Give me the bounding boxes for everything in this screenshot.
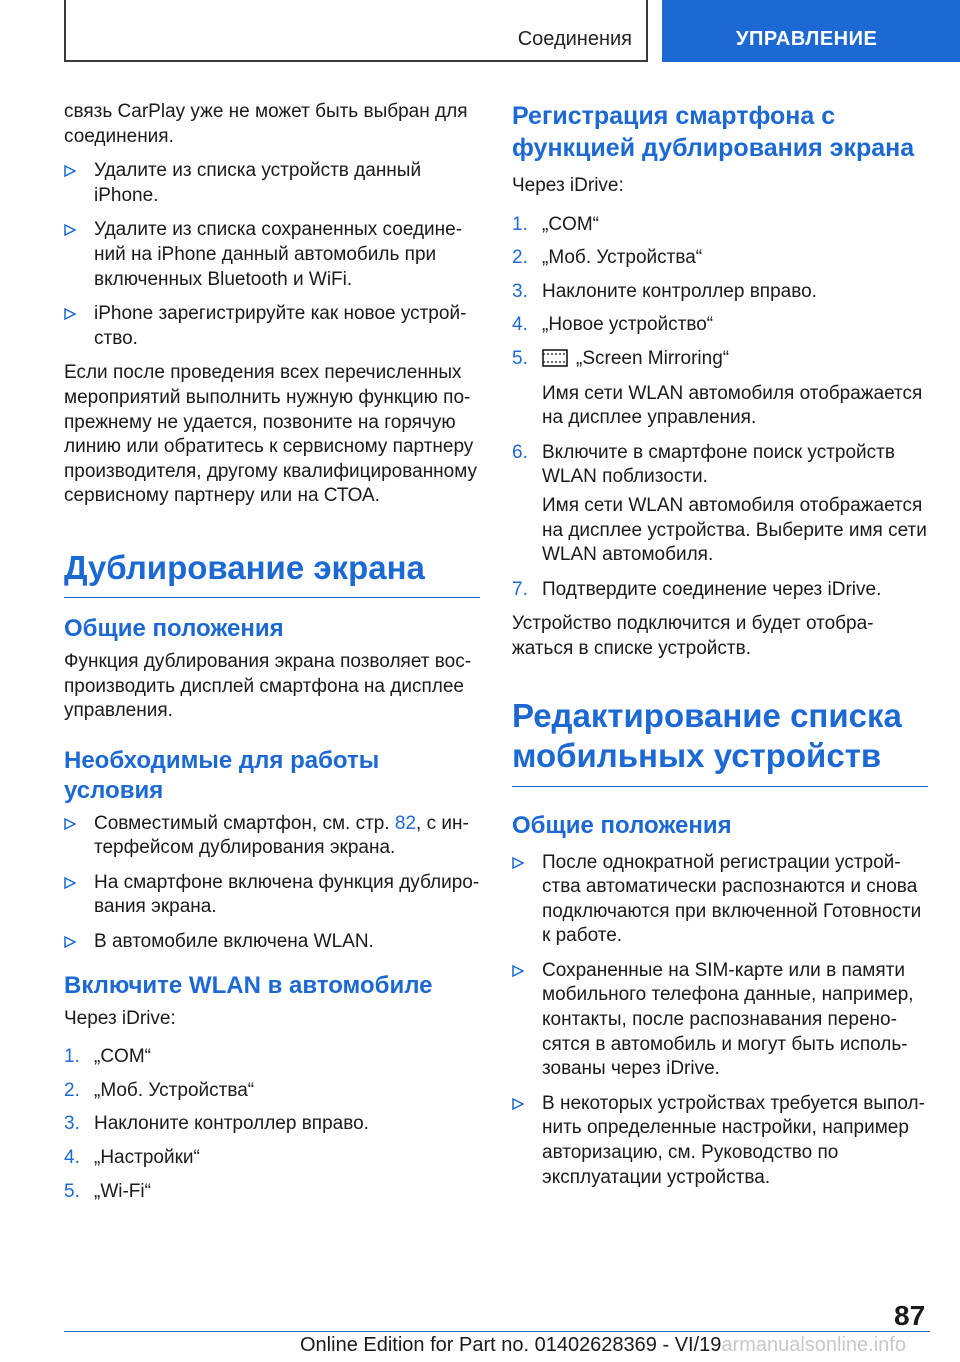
list-item: 1. „COM“	[512, 213, 599, 235]
wlan-steps-list	[64, 1045, 480, 1204]
subheading-wlan: Включите WLAN в автомобиле	[64, 971, 433, 999]
triangle-bullet-icon	[64, 936, 76, 948]
section-tab[interactable]	[64, 0, 648, 62]
list-item: Удалите из списка сохраненных соединений на iPhone данный автомобиль при включенных Bluetooth и WiFi.	[64, 218, 480, 292]
via-idrive-label: Через iDrive:	[64, 1007, 176, 1029]
edit-heading-block	[512, 696, 928, 787]
list-item: 4. „Настройки“	[64, 1147, 200, 1169]
list-item: В некоторых устройствах требуется выполнить определенные настройки, например авторизацию, см. Руководство по эксплуатации устройства.	[512, 1092, 928, 1190]
triangle-bullet-icon	[64, 308, 76, 320]
list-item: Сохраненные на SIM-карте или в памяти мобильного телефона данные, например, контакты, после распознавания переносятся в автомобиль и могут быть использованы через iDrive.	[512, 959, 928, 1082]
section-tab-label: Соединения	[517, 28, 632, 50]
list-item: 5. „Wi-Fi“	[64, 1180, 151, 1202]
register-steps-list-end	[512, 578, 928, 603]
triangle-bullet-icon	[64, 224, 76, 236]
list-item: После однократной регистрации устройства автоматически распознаются и снова подключаются при включенной Готовности к работе.	[512, 851, 928, 949]
triangle-bullet-icon	[64, 165, 76, 177]
list-item: В автомобиле включена WLAN.	[64, 930, 480, 955]
connect-paragraph: Устройство подключится и будет отображаться в списке устройств.	[512, 613, 874, 659]
via-idrive-label: Через iDrive:	[512, 175, 624, 196]
watermark-text: armanualsonline.info	[721, 1334, 906, 1356]
triangle-bullet-icon	[512, 1098, 524, 1110]
requirements-list	[64, 812, 480, 955]
register-steps-list-cont	[512, 441, 928, 490]
list-item: 2. „Моб. Устройства“	[64, 1079, 255, 1101]
active-chapter-tab[interactable]	[662, 0, 960, 62]
register-steps-list	[512, 213, 928, 372]
list-item: 3. Наклоните контроллер вправо.	[64, 1113, 369, 1135]
intro-paragraph: связь CarPlay уже не может быть выбран для соединения.	[64, 101, 468, 147]
step6-note: Имя сети WLAN автомобиля отображается на дисплее устройства. Выберите имя сети WLAN автомобиля.	[542, 494, 927, 566]
list-item: 4. „Новое устройство“	[512, 314, 714, 336]
section-heading-edit-list: Редактирование списка мобильных устройств	[512, 696, 902, 774]
list-item: Удалите из списка устройств данный iPhone.	[64, 159, 480, 208]
triangle-bullet-icon	[64, 818, 76, 830]
intro-bullet-list	[64, 159, 480, 351]
triangle-bullet-icon	[64, 877, 76, 889]
screen-mirroring-icon	[542, 349, 568, 367]
list-item: 6. Включите в смартфоне поиск устройств WLAN поблизости.	[512, 441, 895, 488]
subheading-general: Общие положения	[512, 811, 732, 839]
list-item: 1. „COM“	[64, 1046, 151, 1068]
list-item: iPhone зарегистрируйте как новое устройство.	[64, 302, 480, 351]
list-item: Совместимый смартфон, см. стр. 82, с интерфейсом дублирования экрана.	[64, 812, 480, 861]
footer-divider	[64, 1331, 930, 1332]
list-item: 2. „Моб. Устройства“	[512, 247, 703, 269]
page-number: 87	[894, 1300, 926, 1331]
right-column	[512, 100, 928, 1200]
step5-note: Имя сети WLAN автомобиля отображается на дисплее управления.	[542, 382, 923, 429]
footer-edition	[300, 1334, 906, 1357]
subheading-register: Регистрация смартфона с функцией дублирования экрана	[512, 102, 915, 162]
list-item: 3. Наклоните контроллер вправо.	[512, 280, 817, 302]
list-item: 5. „Screen Mirroring“	[512, 347, 730, 369]
general-paragraph: Функция дублирования экрана позволяет воспроизводить дисплей смартфона на дисплее управления.	[64, 650, 472, 722]
list-item: На смартфоне включена функция дублирования экрана.	[64, 871, 480, 920]
troubleshoot-paragraph: Если после проведения всех перечисленных мероприятий выполнить нужную функцию по-прежнему не удается, позвоните на горячую линию или обратитесь к сервисному партнеру производителя, другому квалифицированному сервисному партнеру или на СТОА.	[64, 362, 478, 507]
triangle-bullet-icon	[512, 965, 524, 977]
subheading-requirements: Необходимые для работы условия	[64, 746, 380, 804]
section-heading-mirroring: Дублирование экрана	[64, 548, 425, 586]
page-reference-link[interactable]: 82	[394, 812, 417, 834]
mirroring-heading-block	[64, 549, 480, 598]
edit-bullet-list	[512, 851, 928, 1191]
list-item: 7. Подтвердите соединение через iDrive.	[512, 578, 882, 600]
left-column	[64, 100, 480, 1214]
subheading-general: Общие положения	[64, 614, 284, 642]
edition-text: Online Edition for Part no. 01402628369 - VI/19	[300, 1334, 722, 1356]
triangle-bullet-icon	[512, 857, 524, 869]
active-chapter-label: УПРАВЛЕНИЕ	[736, 28, 878, 50]
